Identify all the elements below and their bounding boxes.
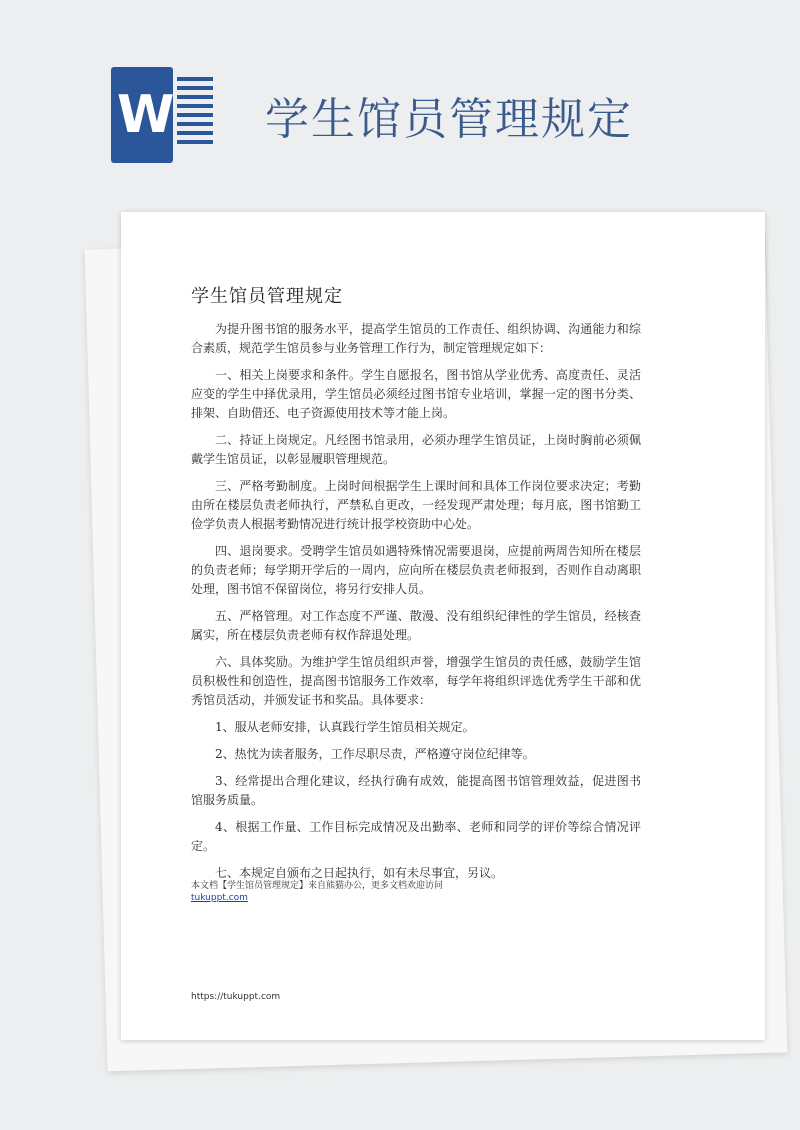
paragraph: 为提升图书馆的服务水平，提高学生馆员的工作责任、组织协调、沟通能力和综合素质，规范学生馆员参与业务管理工作行为，制定管理规定如下： [191, 322, 641, 355]
paragraph: 3、经常提出合理化建议，经执行确有成效，能提高图书馆管理效益，促进图书馆服务质量。 [191, 774, 641, 807]
paragraph: 三、严格考勤制度。上岗时间根据学生上课时间和具体工作岗位要求决定；考勤由所在楼层负责老师执行，严禁私自更改，一经发现严肃处理；每月底，图书馆勤工俭学负责人根据考勤情况进行统计报学校资助中心处。 [191, 479, 641, 531]
document-body [191, 320, 641, 891]
paragraph: 1、服从老师安排，认真践行学生馆员相关规定。 [215, 720, 475, 734]
paragraph: 六、具体奖励。为维护学生馆员组织声誉，增强学生馆员的责任感，鼓励学生馆员积极性和创造性，提高图书馆服务工作效率，每学年将组织评选优秀学生干部和优秀馆员活动，并颁发证书和奖品。具体要求： [191, 655, 641, 707]
header [0, 0, 800, 200]
paragraph: 四、退岗要求。受聘学生馆员如遇特殊情况需要退岗，应提前两周告知所在楼层的负责老师；每学期开学后的一周内，应向所在楼层负责老师报到，否则作自动离职处理，图书馆不保留岗位，将另行安排人员。 [191, 544, 641, 596]
word-document-icon [111, 67, 213, 163]
page-title: 学生馆员管理规定 [265, 94, 633, 145]
document-title: 学生馆员管理规定 [191, 286, 343, 307]
paragraph: 2、热忱为读者服务，工作尽职尽责，严格遵守岗位纪律等。 [215, 747, 535, 761]
word-icon-box [111, 67, 173, 163]
word-icon-letter: W [117, 85, 175, 145]
footer-note [191, 880, 443, 904]
document-page [121, 212, 765, 1040]
paragraph: 七、本规定自颁布之日起执行，如有未尽事宜，另议。 [215, 866, 504, 880]
footer-note-text: 本文档【学生馆员管理规定】来自熊猫办公，更多文档欢迎访问 [191, 881, 444, 891]
paragraph: 五、严格管理。对工作态度不严谨、散漫、没有组织纪律性的学生馆员，经核查属实，所在楼层负责老师有权作辞退处理。 [191, 609, 641, 642]
paragraph: 4、根据工作量、工作目标完成情况及出勤率、老师和同学的评价等综合情况评定。 [191, 820, 641, 853]
paragraph: 一、相关上岗要求和条件。学生自愿报名，图书馆从学业优秀、高度责任、灵活应变的学生中择优录用，学生馆员必须经过图书馆专业培训，掌握一定的图书分类、排架、自助借还、电子资源使用技术等才能上岗。 [191, 368, 641, 420]
word-icon-lines [177, 77, 213, 155]
footer-link[interactable]: tukuppt.com [191, 893, 248, 903]
paragraph: 二、持证上岗规定。凡经图书馆录用，必须办理学生馆员证，上岗时胸前必须佩戴学生馆员证，以彰显履职管理规范。 [191, 433, 641, 466]
bottom-url: https://tukuppt.com [191, 992, 281, 1002]
